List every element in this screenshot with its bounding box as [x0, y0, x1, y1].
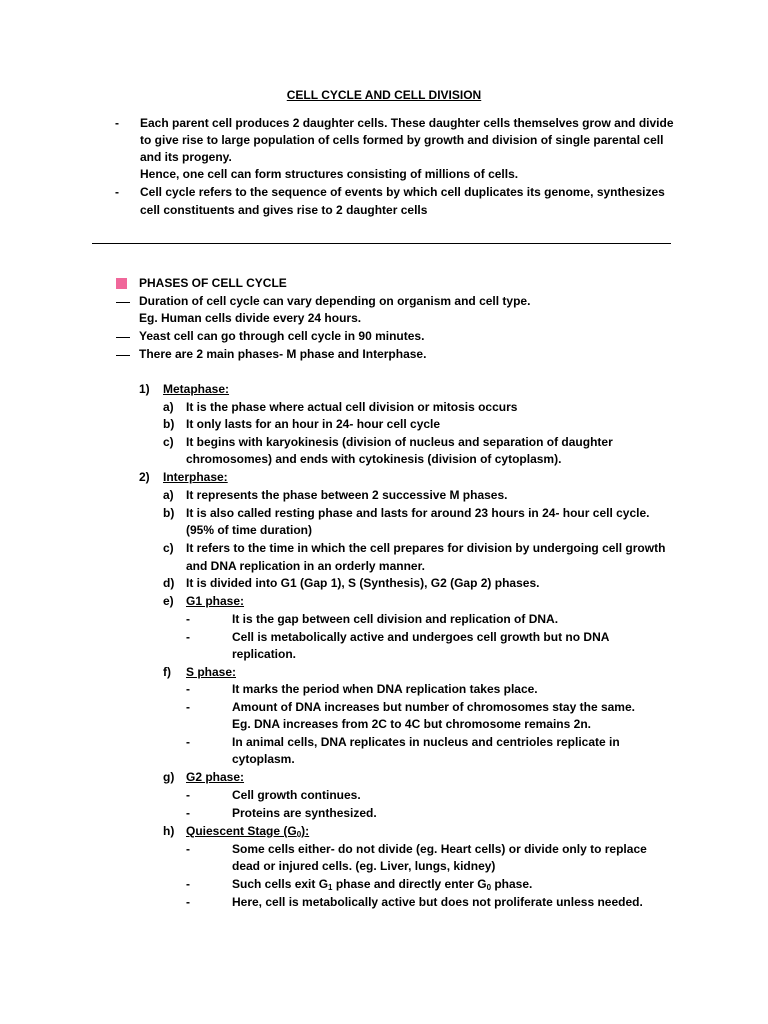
list-number: 2): [139, 470, 150, 484]
g1-item: Cell is metabolically active and undergoes cell growth but no DNA: [232, 630, 610, 644]
intro-line: cell constituents and gives rise to 2 daughter cells: [140, 203, 428, 217]
list-marker: b): [163, 506, 175, 520]
s-item: It marks the period when DNA replication takes place.: [232, 682, 538, 696]
intro-line: Cell cycle refers to the sequence of events by which cell duplicates its genome, synthesizes: [140, 185, 665, 199]
keyword-cytokinesis: cytokinesis: [358, 452, 425, 466]
g1-item: replication.: [232, 647, 297, 661]
bullet-dash: -: [186, 700, 190, 714]
s-item: In animal cells, DNA replicates in nucleus and centrioles replicate in: [232, 735, 620, 749]
g1-phase-heading: G1 phase:: [186, 594, 245, 608]
interphase-item: and DNA replication in an orderly manner.: [186, 559, 425, 573]
metaphase-item: It begins with karyokinesis (division of nucleus and separation of daughter: [186, 435, 613, 449]
g2-item: Proteins are synthesized.: [232, 806, 377, 820]
quiescent-item: Some cells either- do not divide (eg. Heart cells) or divide only to replace: [232, 842, 647, 856]
s-item: cytoplasm.: [232, 752, 295, 766]
phase-line: Duration of cell cycle can vary depending on organism and cell type.: [139, 294, 531, 308]
intro-line: Each parent cell produces 2 daughter cells. These daughter cells themselves grow and divide: [140, 116, 674, 130]
quiescent-stage-heading: Quiescent Stage $(G_0)$:: [186, 824, 310, 839]
g2-item: Cell growth continues.: [232, 788, 361, 802]
quiescent-item: Here, cell is metabolically active but does not proliferate unless needed.: [232, 895, 643, 909]
interphase-item: It refers to the time in which the cell prepares for division by undergoing cell growth: [186, 541, 666, 555]
bullet-dash: -: [186, 735, 190, 749]
bullet-dash: -: [186, 895, 190, 909]
bullet-dash: -: [186, 842, 190, 856]
interphase-item: It is also called resting phase and lasts for around 23 hours in 24- hour cell cycle.: [186, 506, 650, 520]
bullet-dash: -: [186, 630, 190, 644]
metaphase-item: It only lasts for an hour in 24- hour cell cycle: [186, 417, 441, 431]
quiescent-item: dead or injured cells. (eg. Liver, lungs, kidney): [232, 859, 496, 873]
s-phase-heading: S phase:: [186, 665, 237, 679]
bullet-dash: -: [115, 116, 119, 130]
interphase-item: (95% of time duration): [186, 523, 313, 537]
list-marker: e): [163, 594, 174, 608]
long-dash-bullet: [116, 355, 130, 356]
list-marker: f): [163, 665, 171, 679]
g2-phase-heading: G2 phase:: [186, 770, 245, 784]
list-marker: a): [163, 400, 174, 414]
list-marker: h): [163, 824, 175, 838]
pink-square-bullet-icon: [116, 278, 127, 289]
bullet-dash: -: [186, 877, 190, 891]
intro-line: and its progeny.: [140, 150, 232, 164]
intro-line: to give rise to large population of cells formed by growth and division of single parental cell: [140, 133, 664, 147]
long-dash-bullet: [116, 337, 130, 338]
interphase-heading: Interphase:: [163, 470, 228, 484]
interphase-item: It is divided into G1 (Gap 1), S (Synthesis), G2 (Gap 2) phases.: [186, 576, 540, 590]
page-title: CELL CYCLE AND CELL DIVISION: [286, 88, 482, 102]
long-dash-bullet: [116, 302, 130, 303]
intro-line: Hence, one cell can form structures consisting of millions of cells.: [140, 167, 519, 181]
list-marker: c): [163, 435, 174, 449]
phase-line: There are 2 main phases- M phase and Interphase.: [139, 347, 427, 361]
metaphase-heading: Metaphase:: [163, 382, 230, 396]
list-marker: g): [163, 770, 175, 784]
interphase-item: It represents the phase between 2 successive M phases.: [186, 488, 508, 502]
bullet-dash: -: [186, 612, 190, 626]
section-heading: PHASES OF CELL CYCLE: [139, 276, 287, 290]
phase-line: Eg. Human cells divide every 24 hours.: [139, 311, 362, 325]
list-marker: d): [163, 576, 175, 590]
bullet-dash: -: [186, 806, 190, 820]
s-item: Eg. DNA increases from 2C to 4C but chromosome remains 2n.: [232, 717, 591, 731]
g1-item: It is the gap between cell division and replication of DNA.: [232, 612, 559, 626]
list-marker: b): [163, 417, 175, 431]
bullet-dash: -: [115, 185, 119, 199]
s-item: Amount of DNA increases but number of chromosomes stay the same.: [232, 700, 635, 714]
phase-line: Yeast cell can go through cell cycle in 90 minutes.: [139, 329, 425, 343]
bullet-dash: -: [186, 682, 190, 696]
list-marker: a): [163, 488, 174, 502]
metaphase-item: It is the phase where actual cell division or mitosis occurs: [186, 400, 518, 414]
bullet-dash: -: [186, 788, 190, 802]
horizontal-divider: [92, 243, 671, 244]
keyword-karyokinesis: karyokinesis: [266, 435, 339, 449]
quiescent-item: Such cells exit $G_1$ phase and directly enter $G_0$ phase.: [232, 877, 533, 892]
list-marker: c): [163, 541, 174, 555]
metaphase-item: chromosomes) and ends with cytokinesis (division of cytoplasm).: [186, 452, 562, 466]
list-number: 1): [139, 382, 150, 396]
